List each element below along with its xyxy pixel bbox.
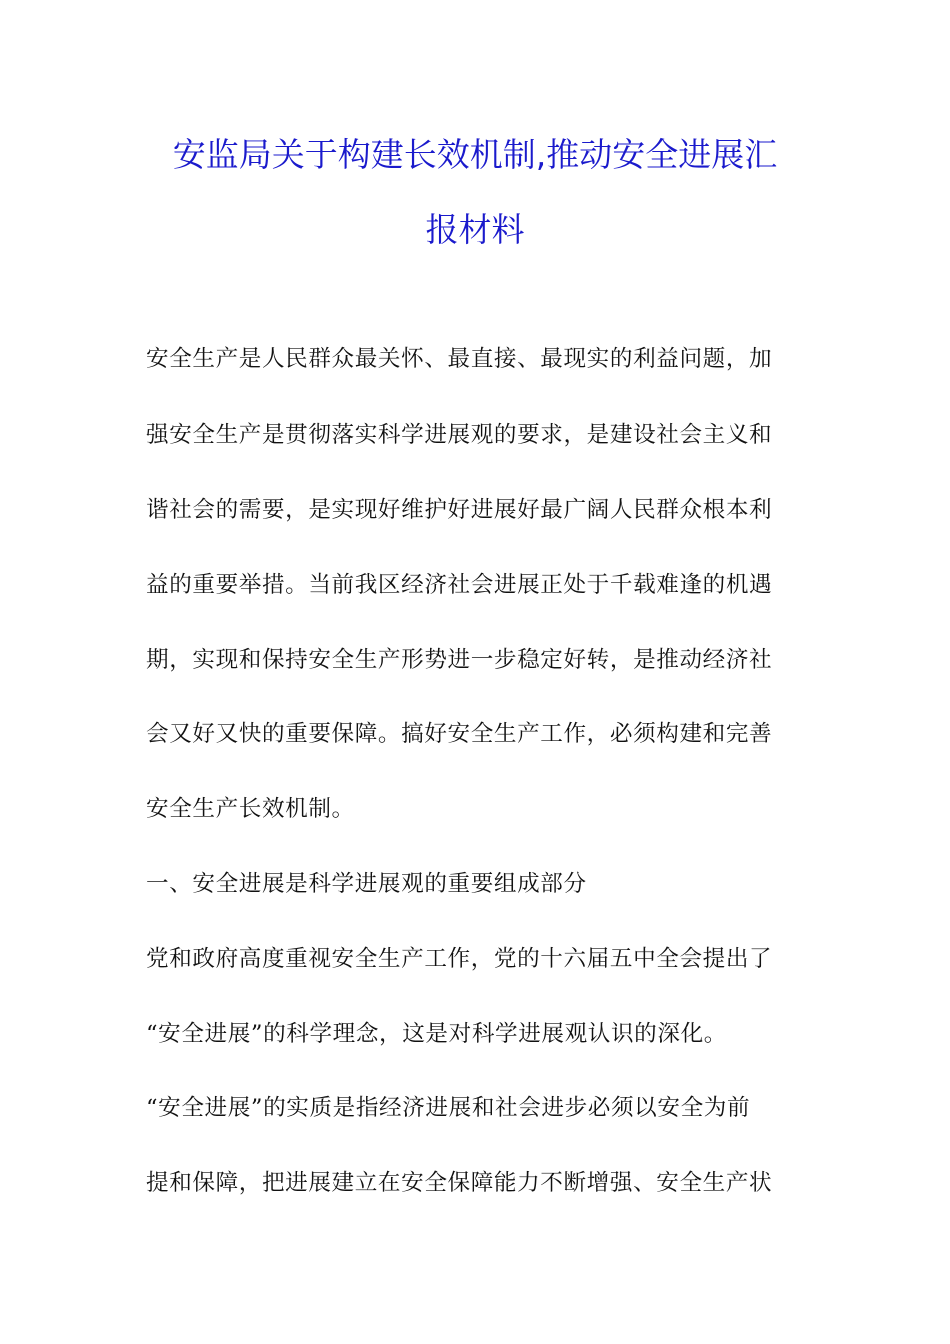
section-heading: 一、安全进展是科学进展观的重要组成部分 (146, 871, 587, 897)
document-title-line-1: 安监局关于构建长效机制,推动安全进展汇 (172, 135, 778, 174)
body-line: 安全生产是人民群众最关怀、最直接、最现实的利益问题，加 (146, 346, 773, 372)
body-line: 提和保障，把进展建立在安全保障能力不断增强、安全生产状 (146, 1170, 773, 1196)
body-line: 强安全生产是贯彻落实科学进展观的要求，是建设社会主义和 (146, 422, 773, 448)
document-title-line-2: 报材料 (425, 210, 525, 249)
body-line: 会又好又快的重要保障。搞好安全生产工作，必须构建和完善 (146, 721, 773, 747)
body-line: “安全进展”的实质是指经济进展和社会进步必须以安全为前 (146, 1095, 751, 1121)
body-line: 期，实现和保持安全生产形势进一步稳定好转，是推动经济社 (146, 647, 773, 673)
body-line: 谐社会的需要，是实现好维护好进展好最广阔人民群众根本利 (146, 497, 773, 523)
body-line: 党和政府高度重视安全生产工作，党的十六届五中全会提出了 (146, 946, 773, 972)
body-line: 安全生产长效机制。 (146, 796, 355, 822)
body-line: “安全进展”的科学理念，这是对科学进展观认识的深化。 (146, 1021, 727, 1047)
body-line: 益的重要举措。当前我区经济社会进展正处于千载难逢的机遇 (146, 572, 773, 598)
